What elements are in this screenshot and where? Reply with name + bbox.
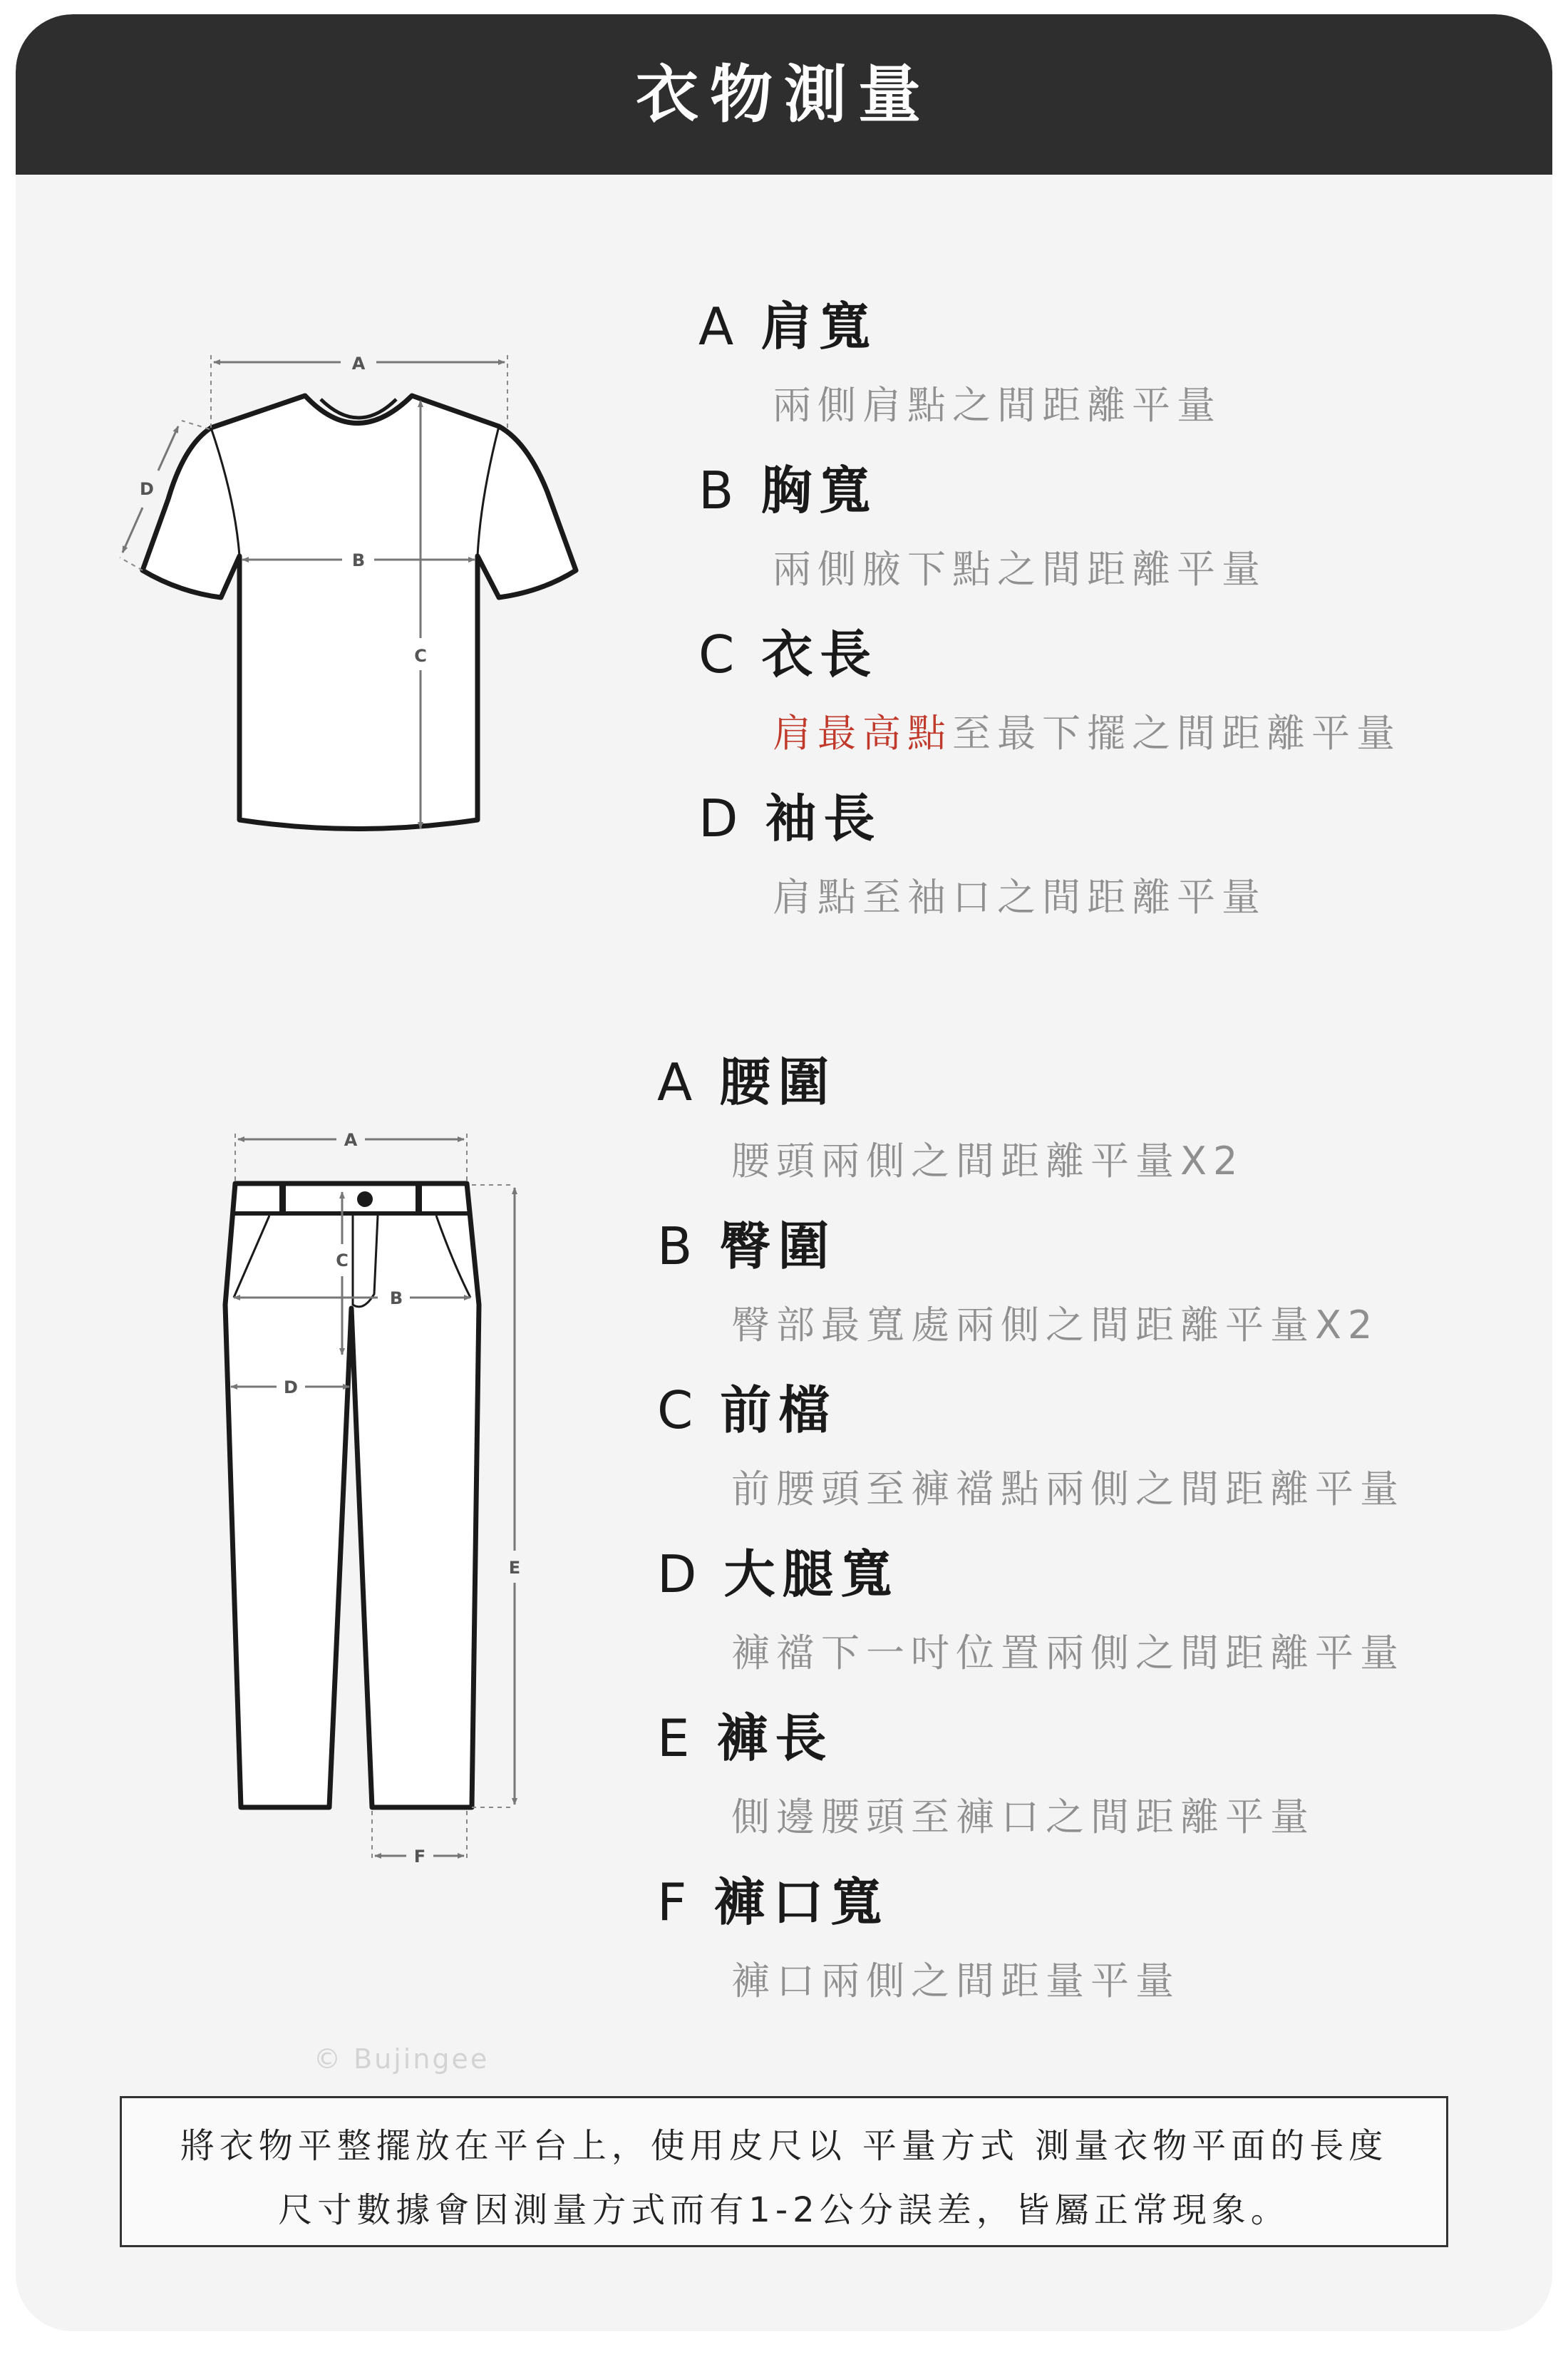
waist-button [357, 1191, 373, 1207]
item-letter: D [657, 1544, 704, 1604]
item-letter: C [698, 625, 742, 684]
watermark: © Bujingee [314, 2043, 490, 2075]
item-desc: 褲口兩側之間距量平量 [731, 1958, 1180, 2003]
pants-item-length [657, 1697, 1315, 1842]
item-letter: A [698, 297, 741, 356]
pants-label-c: C [336, 1251, 349, 1270]
item-letter: B [698, 461, 741, 520]
item-letter: E [657, 1708, 697, 1768]
item-name: 前檔 [720, 1380, 837, 1440]
tshirt-label-b: B [351, 550, 366, 570]
notice-line-1: 將衣物平整擺放在平台上，使用皮尺以 平量方式 測量衣物平面的長度 [180, 2126, 1388, 2166]
item-desc: 側邊腰頭至褲口之間距離平量 [731, 1794, 1315, 1839]
tshirt-diagram [120, 354, 576, 829]
pants-item-thigh [657, 1533, 1405, 1678]
tshirt-label-a: A [351, 354, 366, 374]
item-letter: D [698, 789, 746, 848]
item-name: 衣長 [761, 625, 879, 684]
pants-item-hip [657, 1205, 1378, 1350]
belt-loop-left [279, 1183, 286, 1215]
belt-loop-right [416, 1183, 422, 1215]
item-desc: 褲襠下一吋位置兩側之間距離平量 [731, 1631, 1405, 1675]
notice-box [120, 2096, 1448, 2247]
pants-label-f: F [413, 1847, 426, 1867]
item-desc: 兩側腋下點之間距離平量 [773, 547, 1267, 592]
pants-item-front-rise [657, 1369, 1405, 1514]
pants-item-waist [657, 1041, 1244, 1186]
item-name: 胸寬 [760, 461, 878, 520]
item-name: 肩寬 [760, 297, 878, 356]
item-desc: 肩點至袖口之間距離平量 [773, 875, 1267, 920]
item-letter: A [657, 1052, 700, 1112]
item-name: 褲長 [716, 1708, 834, 1768]
shirt-item-length [698, 613, 1401, 758]
item-letter: C [657, 1380, 701, 1440]
pants-label-d: D [284, 1377, 298, 1397]
item-desc: 臀部最寬處兩側之間距離平量X2 [731, 1303, 1379, 1347]
pants-label-b: B [389, 1288, 403, 1308]
item-name: 大腿寬 [723, 1544, 899, 1604]
item-name: 腰圍 [719, 1052, 837, 1112]
item-desc: 腰頭兩側之間距離平量X2 [731, 1139, 1244, 1183]
pants-diagram [225, 1130, 520, 1867]
item-desc-highlight: 肩最高點 [773, 711, 952, 756]
pants-label-a: A [344, 1130, 358, 1150]
item-name: 袖長 [765, 789, 882, 848]
item-desc: 至最下擺之間距離平量 [952, 711, 1401, 756]
item-letter: B [657, 1216, 700, 1276]
tshirt-label-d: D [140, 479, 154, 499]
shirt-item-chest [698, 449, 1267, 594]
pants-item-hem [657, 1861, 1180, 2006]
item-desc: 兩側肩點之間距離平量 [773, 383, 1222, 428]
item-desc: 前腰頭至褲襠點兩側之間距離平量 [731, 1467, 1405, 1511]
tshirt-outline [143, 396, 576, 829]
shirt-item-shoulder [698, 285, 1222, 430]
tshirt-label-c: C [414, 646, 427, 666]
item-letter: F [657, 1872, 694, 1932]
page-title: 衣物測量 [635, 58, 932, 131]
shirt-item-sleeve [698, 777, 1267, 922]
pants-label-e: E [508, 1558, 521, 1578]
notice-line-2: 尺寸數據會因測量方式而有1-2公分誤差，皆屬正常現象。 [278, 2190, 1290, 2230]
item-name: 臀圍 [719, 1216, 837, 1276]
item-name: 褲口寬 [713, 1872, 889, 1932]
